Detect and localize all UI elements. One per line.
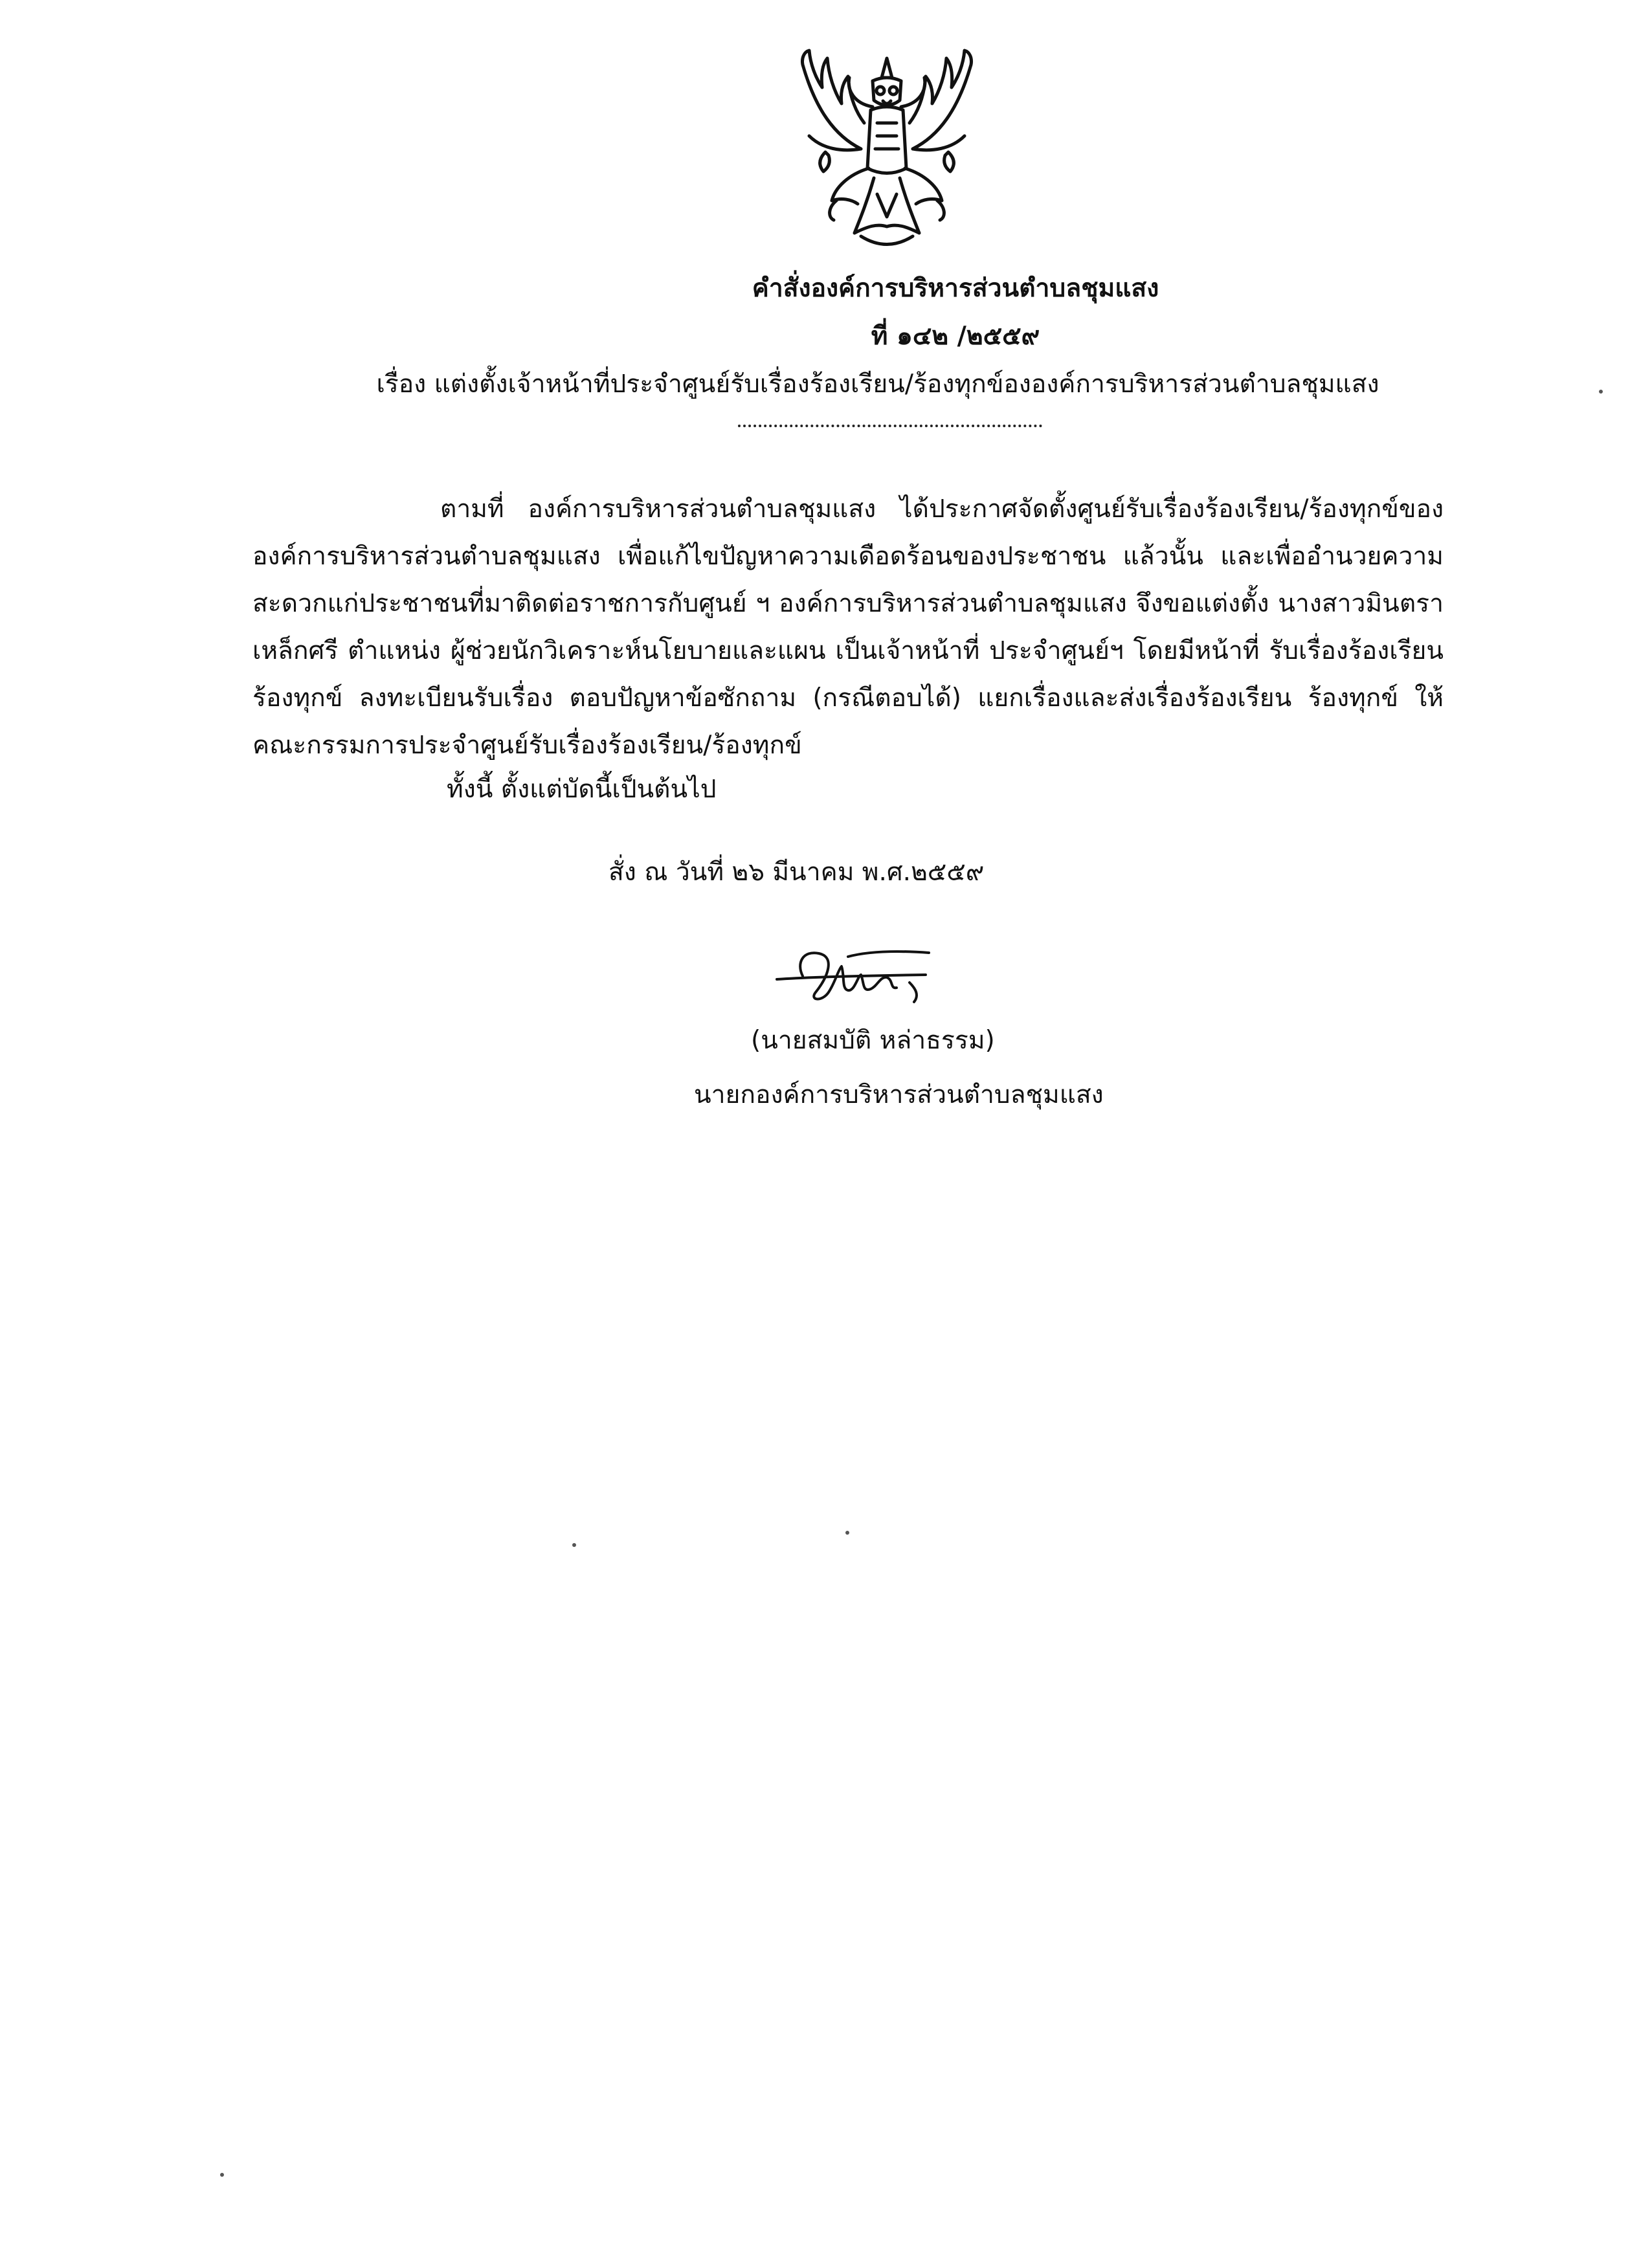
order-body — [252, 485, 1444, 769]
scan-speck — [845, 1531, 849, 1535]
scan-speck — [572, 1543, 576, 1547]
order-title: คำสั่งองค์การบริหารส่วนตำบลชุมแสง — [752, 274, 1159, 303]
scan-speck — [1599, 390, 1603, 394]
signer-name: (นายสมบัติ หล่าธรรม) — [751, 1026, 995, 1055]
handwritten-signature — [764, 931, 939, 1015]
order-subject: เรื่อง แต่งตั้งเจ้าหน้าที่ประจำศูนย์รับเรื่องร้องเรียน/ร้องทุกข์ององค์การบริหารส่วนตำบลชุมแสง — [376, 370, 1379, 399]
order-date: สั่ง ณ วันที่ ๒๖ มีนาคม พ.ศ.๒๕๕๙ — [608, 858, 985, 887]
effective-statement: ทั้งนี้ ตั้งแต่บัดนี้เป็นต้นไป — [447, 775, 717, 804]
order-number: ที่ ๑๔๒ /๒๕๕๙ — [871, 322, 1040, 351]
scan-speck — [220, 2173, 224, 2177]
signer-position: นายกองค์การบริหารส่วนตำบลชุมแสง — [694, 1080, 1104, 1109]
body-paragraph: ตามที่ องค์การบริหารส่วนตำบลชุมแสง ได้ประกาศจัดตั้งศูนย์รับเรื่องร้องเรียน/ร้องทุกข์ของ องค์การบริหารส่วนตำบลชุมแสง เพื่อแก้ไขปัญหาความเดือดร้อนของประชาชน แล้วนั้น และเพื่ออำนวยความสะดวกแก่ประชาชนที่มาติดต่อราชการกับศูนย์ ฯ องค์การบริหารส่วนตำบลชุมแสง จึงขอแต่งตั้ง นางสาวมินตรา เหล็กศรี ตำแหน่ง ผู้ช่วยนักวิเคราะห์นโยบายและแผน เป็นเจ้าหน้าที่ ประจำศูนย์ฯ โดยมีหน้าที่ รับเรื่องร้องเรียน ร้องทุกข์ ลงทะเบียนรับเรื่อง ตอบปัญหาข้อซักถาม (กรณีตอบได้) แยกเรื่องและส่งเรื่องร้องเรียน ร้องทุกข์ ให้คณะกรรมการประจำศูนย์รับเรื่องร้องเรียน/ร้องทุกข์ — [252, 495, 1444, 760]
dotted-separator — [738, 425, 1042, 427]
garuda-emblem — [764, 39, 1010, 278]
